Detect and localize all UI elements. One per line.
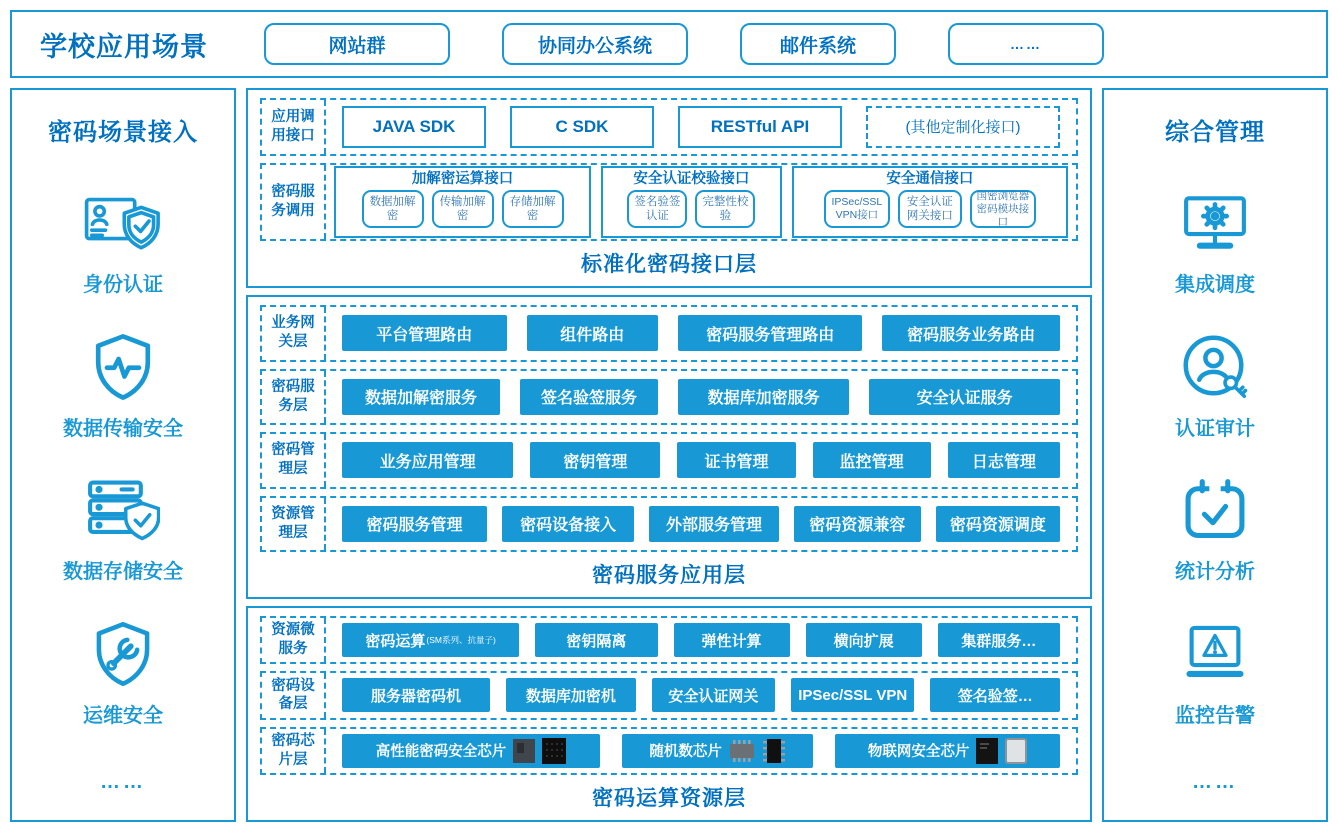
panel-item-label: 集成调度 xyxy=(1175,273,1255,296)
app-scenario-bar xyxy=(10,10,1328,78)
bga-chip-icon xyxy=(542,738,566,764)
panel-item-identity-auth xyxy=(81,186,165,297)
panel-item-statistics xyxy=(1173,473,1257,584)
box-cluster-service: 集群服务… xyxy=(938,623,1060,657)
left-panel-more: …… xyxy=(100,771,146,793)
resource-layer-title: 密码运算资源层 xyxy=(592,786,746,810)
pill-sign-verify: 签名验签认证 xyxy=(627,190,687,228)
box-crypto-compute xyxy=(342,623,519,657)
row-crypto-service-layer xyxy=(260,369,1078,426)
panel-item-auth-audit xyxy=(1173,330,1257,441)
row-gateway-layer xyxy=(260,305,1078,362)
left-panel-crypto-access xyxy=(10,88,236,822)
panel-item-transport-security xyxy=(63,330,183,441)
left-panel-items xyxy=(12,147,234,771)
group-encrypt-ops: 加解密运算接口 数据加解密 传输加解密 存储加解密 xyxy=(334,166,591,238)
section-resource-layer xyxy=(246,606,1092,822)
row-label: 应用调用接口 xyxy=(262,100,326,154)
pill-ipsec-vpn: IPSec/SSL VPN接口 xyxy=(824,190,890,228)
scenario-button-more: …… xyxy=(948,23,1104,65)
pill-integrity: 完整性校验 xyxy=(695,190,755,228)
pill-storage-crypt: 存储加解密 xyxy=(502,190,564,228)
section-application-layer xyxy=(246,295,1092,599)
row-label: 业务网关层 xyxy=(262,307,326,360)
group-auth-verify: 安全认证校验接口 签名验签认证 完整性校验 xyxy=(601,166,782,238)
shield-wrench-icon xyxy=(81,617,165,691)
panel-item-label: 数据存储安全 xyxy=(63,561,183,584)
row-crypto-service-call xyxy=(260,163,1078,241)
crypto-compute-main: 密码运算 xyxy=(365,632,426,650)
section-interface-layer xyxy=(246,88,1092,288)
dip-chip-icon xyxy=(729,739,755,763)
box-key-mgmt: 密钥管理 xyxy=(530,442,660,478)
panel-item-label: 数据传输安全 xyxy=(63,417,183,440)
box-data-crypt-service: 数据加解密服务 xyxy=(342,379,500,415)
row-label: 密码管理层 xyxy=(262,434,326,487)
box-component-routing: 组件路由 xyxy=(527,315,659,351)
chip-box-label: 物联网安全芯片 xyxy=(867,744,970,761)
api-box-java-sdk: JAVA SDK xyxy=(342,106,486,148)
panel-item-integration-dispatch xyxy=(1173,186,1257,297)
card-chip-icon xyxy=(1005,738,1027,764)
box-elastic-compute: 弹性计算 xyxy=(674,623,790,657)
group-secure-comm: 安全通信接口 IPSec/SSL VPN接口 安全认证网关接口 国密浏览器密码模块接口 xyxy=(792,166,1068,238)
row-device-layer xyxy=(260,671,1078,719)
right-panel-items xyxy=(1104,147,1326,771)
pill-transport-crypt: 传输加解密 xyxy=(432,190,494,228)
box-sign-verify-device: 签名验签… xyxy=(930,678,1060,712)
scenario-button-oa: 协同办公系统 xyxy=(502,23,688,65)
row-micro-service xyxy=(260,616,1078,664)
pill-auth-gateway: 安全认证网关接口 xyxy=(898,190,962,228)
box-log-mgmt: 日志管理 xyxy=(948,442,1060,478)
box-iot-chip xyxy=(835,734,1060,768)
box-resource-dispatch: 密码资源调度 xyxy=(936,506,1060,542)
panel-item-label: 身份认证 xyxy=(83,273,163,296)
box-platform-routing: 平台管理路由 xyxy=(342,315,507,351)
box-biz-app-mgmt: 业务应用管理 xyxy=(342,442,513,478)
panel-item-label: 监控告警 xyxy=(1175,705,1255,728)
shield-pulse-icon xyxy=(81,330,165,404)
idcard-shield-icon xyxy=(81,186,165,260)
row-app-api xyxy=(260,98,1078,156)
row-chip-layer xyxy=(260,727,1078,775)
panel-item-label: 运维安全 xyxy=(83,705,163,728)
calendar-check-icon xyxy=(1173,473,1257,547)
soic-chip-icon xyxy=(762,738,786,764)
pill-data-crypt: 数据加解密 xyxy=(362,190,424,228)
application-layer-title: 密码服务应用层 xyxy=(592,564,746,587)
box-device-access: 密码设备接入 xyxy=(502,506,634,542)
row-label: 资源管理层 xyxy=(262,498,326,551)
app-scenario-title: 学校应用场景 xyxy=(40,31,208,62)
panel-item-label: 统计分析 xyxy=(1175,561,1255,584)
box-random-chip xyxy=(622,734,813,768)
crypto-compute-sub: (SM系列、抗量子) xyxy=(426,635,496,646)
box-key-isolation: 密钥隔离 xyxy=(535,623,657,657)
row-label: 资源微服务 xyxy=(262,618,326,662)
interface-layer-title: 标准化密码接口层 xyxy=(581,253,757,276)
qfn-chip-icon xyxy=(513,739,535,763)
box-cert-mgmt: 证书管理 xyxy=(677,442,795,478)
box-service-biz-routing: 密码服务业务路由 xyxy=(882,315,1060,351)
pill-gm-browser: 国密浏览器密码模块接口 xyxy=(970,190,1036,228)
app-scenario-buttons xyxy=(264,23,1104,65)
box-monitor-mgmt: 监控管理 xyxy=(813,442,931,478)
panel-item-monitor-alert xyxy=(1173,617,1257,728)
scenario-button-mail: 邮件系统 xyxy=(740,23,896,65)
api-box-custom: (其他定制化接口) xyxy=(866,106,1060,148)
box-ipsec-ssl-vpn: IPSec/SSL VPN xyxy=(791,678,914,712)
scenario-button-websites: 网站群 xyxy=(264,23,450,65)
box-high-perf-chip xyxy=(342,734,600,768)
box-secure-auth-gateway: 安全认证网关 xyxy=(652,678,775,712)
iot-chip-icon xyxy=(976,738,998,764)
laptop-alert-icon xyxy=(1173,617,1257,691)
row-label: 密码芯片层 xyxy=(262,729,326,773)
row-crypto-mgmt-layer xyxy=(260,432,1078,489)
chip-box-label: 高性能密码安全芯片 xyxy=(375,744,507,761)
center-column xyxy=(246,88,1092,822)
box-db-encrypt-machine: 数据库加密机 xyxy=(506,678,636,712)
left-panel-title: 密码场景接入 xyxy=(48,119,198,146)
box-external-service-mgmt: 外部服务管理 xyxy=(649,506,779,542)
panel-item-storage-security xyxy=(63,473,183,584)
row-resource-mgmt-layer xyxy=(260,496,1078,553)
box-server-cipher-machine: 服务器密码机 xyxy=(342,678,490,712)
right-panel-management xyxy=(1102,88,1328,822)
monitor-gear-icon xyxy=(1173,186,1257,260)
box-resource-compat: 密码资源兼容 xyxy=(794,506,921,542)
row-label: 密码设备层 xyxy=(262,673,326,717)
api-box-c-sdk: C SDK xyxy=(510,106,654,148)
row-label: 密码服务层 xyxy=(262,371,326,424)
box-sign-verify-service: 签名验签服务 xyxy=(520,379,658,415)
row-label: 密码服务调用 xyxy=(262,165,326,239)
chip-box-label: 随机数芯片 xyxy=(649,744,722,761)
panel-item-ops-security xyxy=(81,617,165,728)
box-service-mgmt-routing: 密码服务管理路由 xyxy=(678,315,862,351)
box-crypto-service-mgmt: 密码服务管理 xyxy=(342,506,487,542)
panel-item-label: 认证审计 xyxy=(1175,417,1255,440)
right-panel-title: 综合管理 xyxy=(1165,119,1265,146)
api-box-restful: RESTful API xyxy=(678,106,842,148)
box-db-encrypt-service: 数据库加密服务 xyxy=(678,379,849,415)
box-horizontal-scale: 横向扩展 xyxy=(806,623,922,657)
right-panel-more: …… xyxy=(1192,771,1238,793)
box-secure-auth-service: 安全认证服务 xyxy=(869,379,1060,415)
server-shield-icon xyxy=(81,473,165,547)
user-key-icon xyxy=(1173,330,1257,404)
